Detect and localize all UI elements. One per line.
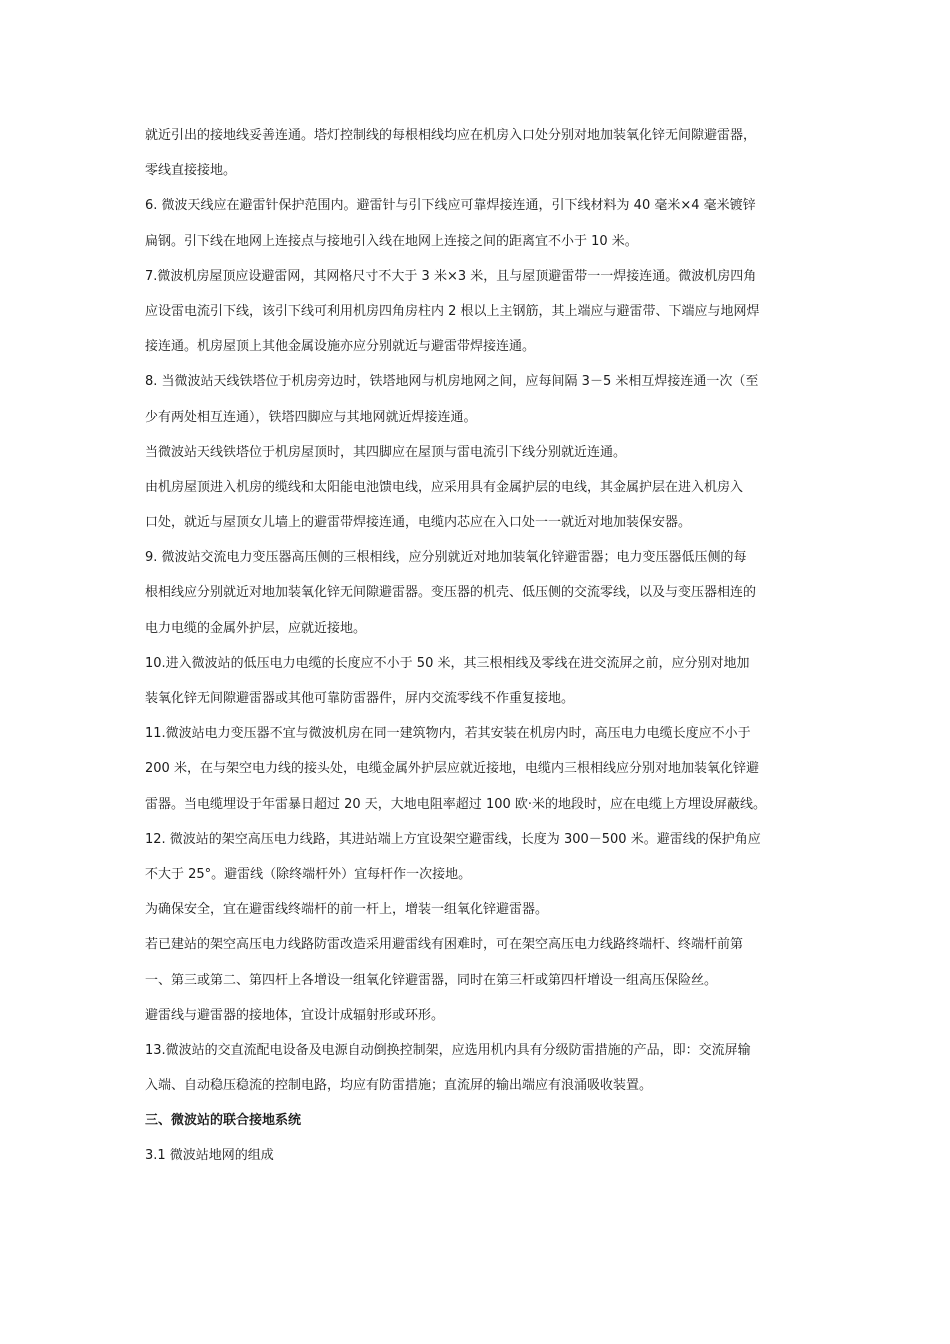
text-line: 根相线应分别就近对地加装氧化锌无间隙避雷器。变压器的机壳、低压侧的交流零线，以及与变压器相连的: [145, 585, 757, 601]
text-line: 当微波站天线铁塔位于机房屋顶时，其四脚应在屋顶与雷电流引下线分别就近连通。: [145, 444, 627, 460]
text-line: 雷器。当电缆埋设于年雷暴日超过 20 天，大地电阻率超过 100 欧·米的地段时，应在电缆上方埋设屏蔽线。: [145, 796, 767, 812]
text-line: 若已建站的架空高压电力线路防雷改造采用避雷线有困难时，可在架空高压电力线路终端杆、终端杆前第: [145, 937, 744, 953]
text-line: 9. 微波站交流电力变压器高压侧的三根相线，应分别就近对地加装氧化锌避雷器；电力变压器低压侧的每: [145, 550, 747, 566]
text-line: 13.微波站的交直流配电设备及电源自动倒换控制架，应选用机内具有分级防雷措施的产品，即：交流屏输: [145, 1042, 751, 1058]
text-line: 避雷线与避雷器的接地体，宜设计成辐射形或环形。: [145, 1007, 445, 1023]
text-line: 入端、自动稳压稳流的控制电路，均应有防雷措施；直流屏的输出端应有浪涌吸收装置。: [145, 1078, 653, 1094]
section-heading: 三、微波站的联合接地系统: [145, 1113, 302, 1129]
text-line: 接连通。机房屋顶上其他金属设施亦应分别就近与避雷带焊接连通。: [145, 339, 536, 355]
text-line: 10.进入微波站的低压电力电缆的长度应不小于 50 米，其三根相线及零线在进交流屏之前，应分别对地加: [145, 655, 750, 671]
document-body: [145, 118, 811, 1174]
text-line: 扁钢。引下线在地网上连接点与接地引入线在地网上连接之间的距离宜不小于 10 米。: [145, 233, 638, 249]
text-line: 少有两处相互连通），铁塔四脚应与其地网就近焊接连通。: [145, 409, 477, 425]
text-line: 7.微波机房屋顶应设避雷网，其网格尺寸不大于 3 米×3 米，且与屋顶避雷带一一焊接连通。微波机房四角: [145, 268, 757, 284]
text-line: 口处，就近与屋顶女儿墙上的避雷带焊接连通，电缆内芯应在入口处一一就近对地加装保安器。: [145, 515, 692, 531]
subsection-heading: 3.1 微波站地网的组成: [145, 1148, 274, 1164]
text-line: 11.微波站电力变压器不宜与微波机房在同一建筑物内，若其安装在机房内时，高压电力电缆长度应不小于: [145, 726, 751, 742]
text-line: 就近引出的接地线妥善连通。塔灯控制线的每根相线均应在机房入口处分别对地加装氧化锌无间隙避雷器，: [145, 128, 757, 143]
text-line: 为确保安全，宜在避雷线终端杆的前一杆上，增装一组氧化锌避雷器。: [145, 902, 549, 918]
text-line: 装氧化锌无间隙避雷器或其他可靠防雷器件，屏内交流零线不作重复接地。: [145, 691, 575, 706]
text-line: 200 米，在与架空电力线的接头处，电缆金属外护层应就近接地，电缆内三根相线应分别对地加装氧化锌避: [145, 761, 759, 777]
text-line: 零线直接接地。: [145, 163, 237, 179]
text-line: 6. 微波天线应在避雷针保护范围内。避雷针与引下线应可靠焊接连通，引下线材料为 40 毫米×4 毫米镀锌: [145, 198, 756, 214]
text-line: 一、第三或第二、第四杆上各增设一组氧化锌避雷器，同时在第三杆或第四杆增设一组高压保险丝。: [145, 972, 718, 988]
text-line: 电力电缆的金属外护层，应就近接地。: [145, 620, 367, 636]
text-line: 由机房屋顶进入机房的缆线和太阳能电池馈电线，应采用具有金属护层的电线，其金属护层在进入机房入: [145, 479, 744, 495]
text-line: 12. 微波站的架空高压电力线路，其进站端上方宜设架空避雷线，长度为 300－500 米。避雷线的保护角应: [145, 831, 761, 847]
text-line: 8. 当微波站天线铁塔位于机房旁边时，铁塔地网与机房地网之间，应每间隔 3－5 米相互焊接连通一次（至: [145, 374, 759, 390]
text-line: 应设雷电流引下线，该引下线可利用机房四角房柱内 2 根以上主钢筋，其上端应与避雷带、下端应与地网焊: [145, 303, 760, 319]
text-line: 不大于 25°。避雷线（除终端杆外）宜每杆作一次接地。: [145, 866, 472, 882]
